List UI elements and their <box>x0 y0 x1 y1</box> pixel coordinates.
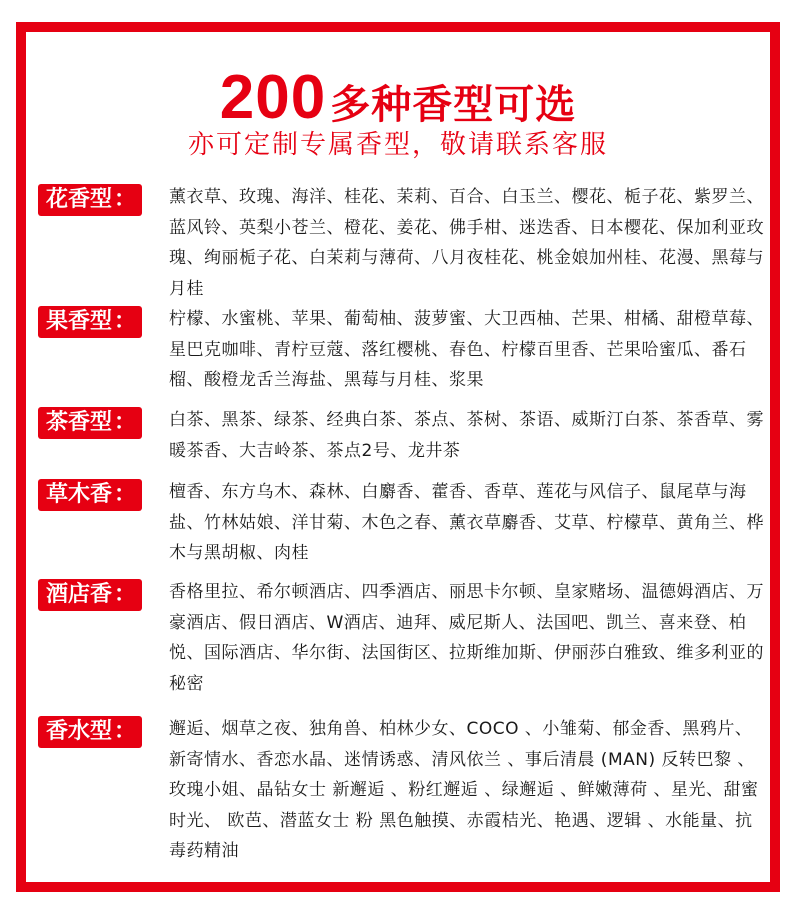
red-border-frame <box>16 22 780 892</box>
tag-colon: ： <box>114 719 137 744</box>
section-text: 柠檬、水蜜桃、苹果、葡萄柚、菠萝蜜、大卫西柚、芒果、柑橘、甜橙草莓、星巴克咖啡、青柠豆蔻、落红樱桃、春色、柠檬百里香、芒果哈蜜瓜、番石榴、酸橙龙舌兰海盐、黑莓与月桂、浆果 <box>169 309 764 390</box>
section-tag <box>38 716 142 748</box>
title-text: 多种香型可选 <box>330 82 577 128</box>
section-tag <box>38 479 142 511</box>
tag-colon: ： <box>114 582 137 607</box>
section-text: 檀香、东方乌木、森林、白麝香、藿香、香草、莲花与风信子、鼠尾草与海盐、竹林姑娘、洋甘菊、木色之春、薰衣草麝香、艾草、柠檬草、黄角兰、桦木与黑胡椒、肉桂 <box>169 482 764 563</box>
section-tag-label: 酒店香 <box>46 582 113 607</box>
section-tag-label: 果香型 <box>46 309 113 334</box>
section-text: 白茶、黑茶、绿茶、经典白茶、茶点、茶树、茶语、威斯汀白茶、茶香草、雾暖茶香、大吉岭茶、茶点2号、龙井茶 <box>169 410 764 461</box>
section-text: 邂逅、烟草之夜、独角兽、柏林少女、COCO 、小雏菊、郁金香、黑鸦片、新寄情水、香恋水晶、迷情诱惑、清风依兰 、事后清晨 (MAN) 反转巴黎 、玫瑰小姐、晶钻女士 新邂逅 、粉红邂逅 、绿邂逅 、鲜嫩薄荷 、星光、甜蜜时光、 欧芭、潜蓝女士 粉 黑色触摸、赤霞桔光、艳遇、逻辑 、水能量、抗毒药精油 <box>169 719 759 861</box>
section-text: 薰衣草、玫瑰、海洋、桂花、茉莉、百合、白玉兰、樱花、栀子花、紫罗兰、蓝风铃、英梨小苍兰、橙花、姜花、佛手柑、迷迭香、日本樱花、保加利亚玫瑰、绚丽栀子花、白茉莉与薄荷、八月夜桂花、桃金娘加州桂、花漫、黑莓与月桂 <box>169 187 764 299</box>
tag-colon: ： <box>114 309 137 334</box>
section-tag <box>38 579 142 611</box>
content-panel <box>26 32 770 882</box>
section-text: 香格里拉、希尔顿酒店、四季酒店、丽思卡尔顿、皇家赌场、温德姆酒店、万豪酒店、假日酒店、W酒店、迪拜、威尼斯人、法国吧、凯兰、喜来登、柏悦、国际酒店、华尔街、法国街区、拉斯维加斯、伊丽莎白雅致、维多利亚的秘密 <box>169 582 764 694</box>
page-title <box>26 62 770 133</box>
section-tag-label: 花香型 <box>46 187 113 212</box>
section-tag-label: 草木香 <box>46 482 113 507</box>
tag-colon: ： <box>114 482 137 507</box>
tag-colon: ： <box>114 187 137 212</box>
section-tag-label: 茶香型 <box>46 410 113 435</box>
section-tag-label: 香水型 <box>46 719 113 744</box>
section-tag <box>38 306 142 338</box>
title-number: 200 <box>219 63 327 132</box>
section-tag <box>38 184 142 216</box>
subtitle: 亦可定制专属香型，敬请联系客服 <box>187 130 608 160</box>
tag-colon: ： <box>114 410 137 435</box>
section-tag <box>38 407 142 439</box>
